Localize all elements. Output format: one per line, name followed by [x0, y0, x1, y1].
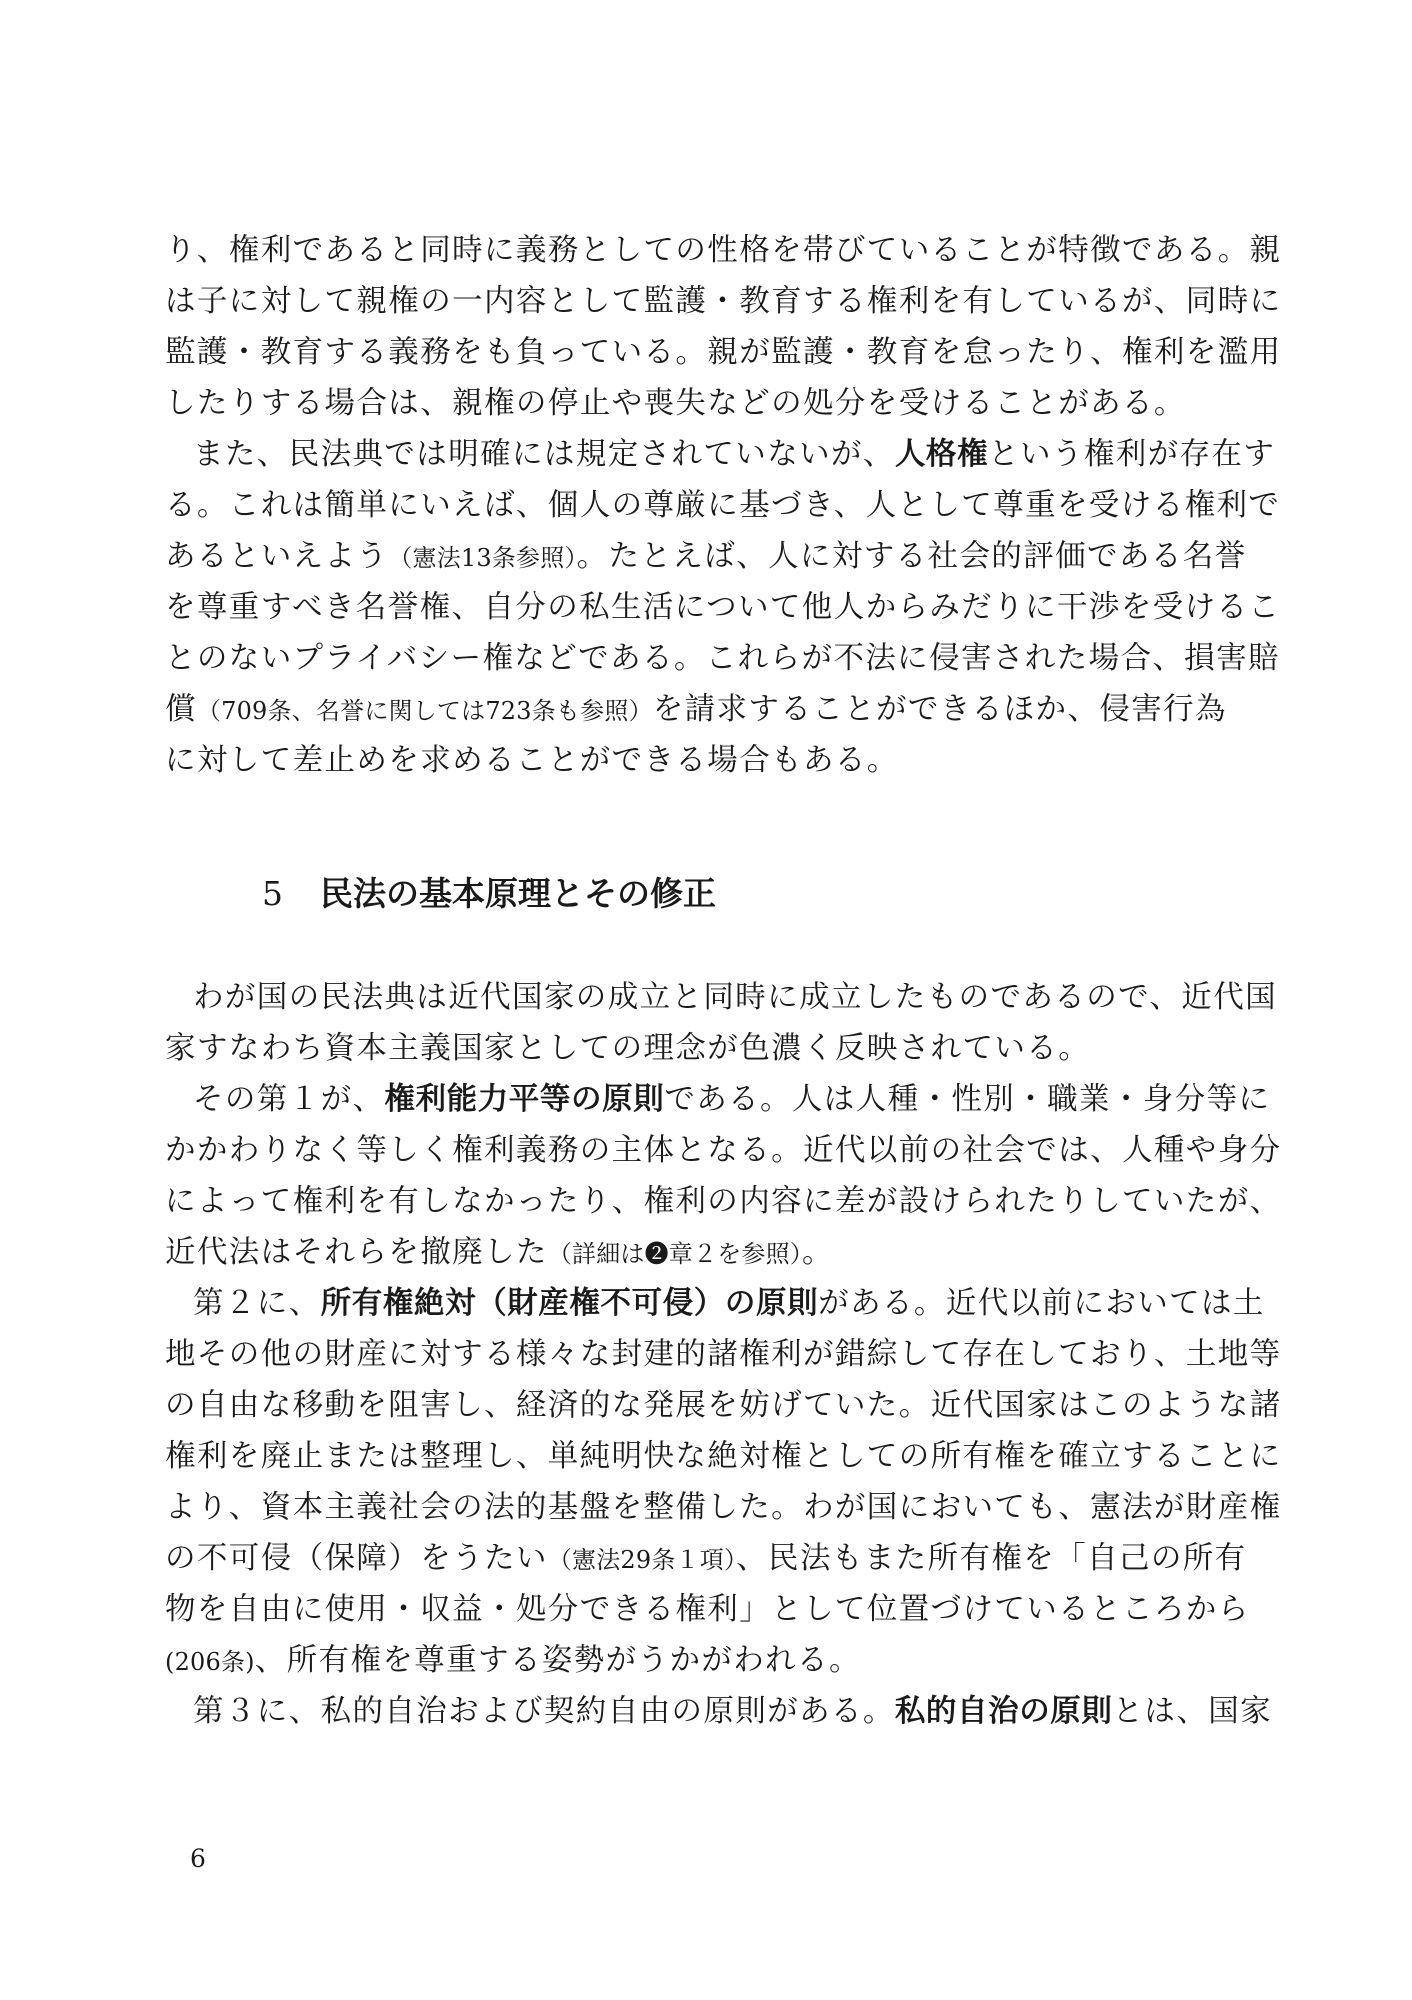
citation-note: （709条、名誉に関しては723条も参照）	[196, 697, 653, 725]
text-run: わが国の民法典は近代国家の成立と同時に成立したものであるので、近代国	[193, 980, 1277, 1015]
text-run: とのないプライバシー権などである。これらが不法に侵害された場合、損害賠	[165, 641, 1280, 676]
text-run: 地その他の財産に対する様々な封建的諸権利が錯綜して存在しており、土地等	[165, 1337, 1282, 1372]
text-run: 権利を廃止または整理し、単純明快な絶対権としての所有権を確立することに	[165, 1439, 1282, 1474]
body-text-line	[165, 1330, 1282, 1380]
body-text-line	[165, 973, 1277, 1023]
text-run: 家すなわち資本主義国家としての理念が色濃く反映されている。	[165, 1031, 1091, 1066]
body-text-line	[165, 379, 1225, 429]
text-run: あるといえよう	[165, 539, 389, 574]
text-run: 、民法もまた所有権を「自己の所有	[736, 1541, 1247, 1576]
section-heading	[262, 866, 716, 922]
page-number: 6	[190, 1844, 206, 1873]
body-text-line	[165, 1228, 1225, 1278]
text-run: によって権利を有しなかったり、権利の内容に差が設けられたりしていたが、	[165, 1184, 1282, 1219]
text-run: がある。近代以前においては土	[818, 1286, 1265, 1321]
body-text-line	[165, 736, 1225, 786]
body-text-line	[165, 634, 1280, 684]
text-run: である。人は人種・性別・職業・身分等に	[664, 1082, 1271, 1117]
section-title: 民法の基本原理とその修正	[320, 874, 716, 913]
body-text-line	[165, 430, 1276, 480]
text-run: に対して差止めを求めることができる場合もある。	[165, 743, 899, 778]
text-run: また、民法典では明確には規定されていないが、	[193, 437, 895, 472]
section-number: 5	[262, 874, 283, 913]
body-text-line	[165, 685, 1225, 735]
citation-note: (206条)	[165, 1648, 255, 1676]
text-run: という権利が存在す	[988, 437, 1276, 472]
text-run: を請求することができるほか、侵害行為	[652, 692, 1227, 727]
body-text-line	[165, 1585, 1250, 1635]
text-run: 償	[165, 692, 197, 727]
text-run: かかわりなく等しく権利義務の主体となる。近代以前の社会では、人種や身分	[165, 1133, 1282, 1168]
citation-note: （詳細は❷章２を参照）	[547, 1240, 803, 1268]
body-text-line	[165, 583, 1281, 633]
key-term: 私的自治の原則	[894, 1694, 1113, 1729]
text-run: その第１が、	[193, 1082, 385, 1117]
text-run: とは、国家	[1112, 1694, 1273, 1729]
body-text-line	[165, 328, 1282, 378]
body-text-line	[165, 1381, 1282, 1431]
citation-note: （憲法29条１項）	[547, 1546, 737, 1574]
text-run: の自由な移動を阻害し、経済的な発展を妨げていた。近代国家はこのような諸	[165, 1388, 1282, 1423]
body-text-line	[165, 532, 1247, 582]
body-text-line	[165, 1126, 1282, 1176]
body-text-line	[165, 1534, 1247, 1584]
text-run: る。これは簡単にいえば、個人の尊厳に基づき、人として尊重を受ける権利で	[165, 488, 1281, 523]
text-run: 監護・教育する義務をも負っている。親が監護・教育を怠ったり、権利を濫用	[165, 335, 1282, 370]
body-text-line	[165, 1687, 1273, 1737]
body-text-line	[165, 1177, 1282, 1227]
text-run: 第２に、	[193, 1286, 321, 1321]
body-text-line	[165, 1075, 1271, 1125]
body-text-line	[165, 1279, 1265, 1329]
text-run: したりする場合は、親権の停止や喪失などの処分を受けることがある。	[165, 386, 1186, 421]
key-term: 権利能力平等の原則	[384, 1082, 665, 1117]
text-run: 第３に、私的自治および契約自由の原則がある。	[193, 1694, 895, 1729]
text-run: 、所有権を尊重する姿勢がうかがわれる。	[254, 1643, 861, 1678]
body-text-line	[165, 1024, 1225, 1074]
body-text-line	[165, 481, 1281, 531]
text-run: の不可侵（保障）をうたい	[165, 1541, 548, 1576]
text-run: は子に対して親権の一内容として監護・教育する権利を有しているが、同時に	[165, 284, 1282, 319]
citation-note: （憲法13条参照）	[388, 544, 577, 572]
text-run: 物を自由に使用・収益・処分できる権利」として位置づけているところから	[165, 1592, 1250, 1627]
text-run: より、資本主義社会の法的基盤を整備した。わが国においても、憲法が財産権	[165, 1490, 1282, 1525]
body-text-line	[165, 1636, 1225, 1686]
text-run: 近代法はそれらを撤廃した	[165, 1235, 548, 1270]
key-term: 所有権絶対（財産権不可侵）の原則	[320, 1286, 819, 1321]
text-run: り、権利であると同時に義務としての性格を帯びていることが特徴である。親	[165, 233, 1282, 268]
text-run: 。	[802, 1235, 834, 1270]
body-text-line	[165, 1483, 1282, 1533]
body-text-line	[165, 226, 1282, 276]
text-run: 。たとえば、人に対する社会的評価である名誉	[576, 539, 1247, 574]
key-term: 人格権	[894, 437, 989, 472]
body-text-line	[165, 1432, 1282, 1482]
body-text-line	[165, 277, 1282, 327]
text-run: を尊重すべき名誉権、自分の私生活について他人からみだりに干渉を受けるこ	[165, 590, 1281, 625]
